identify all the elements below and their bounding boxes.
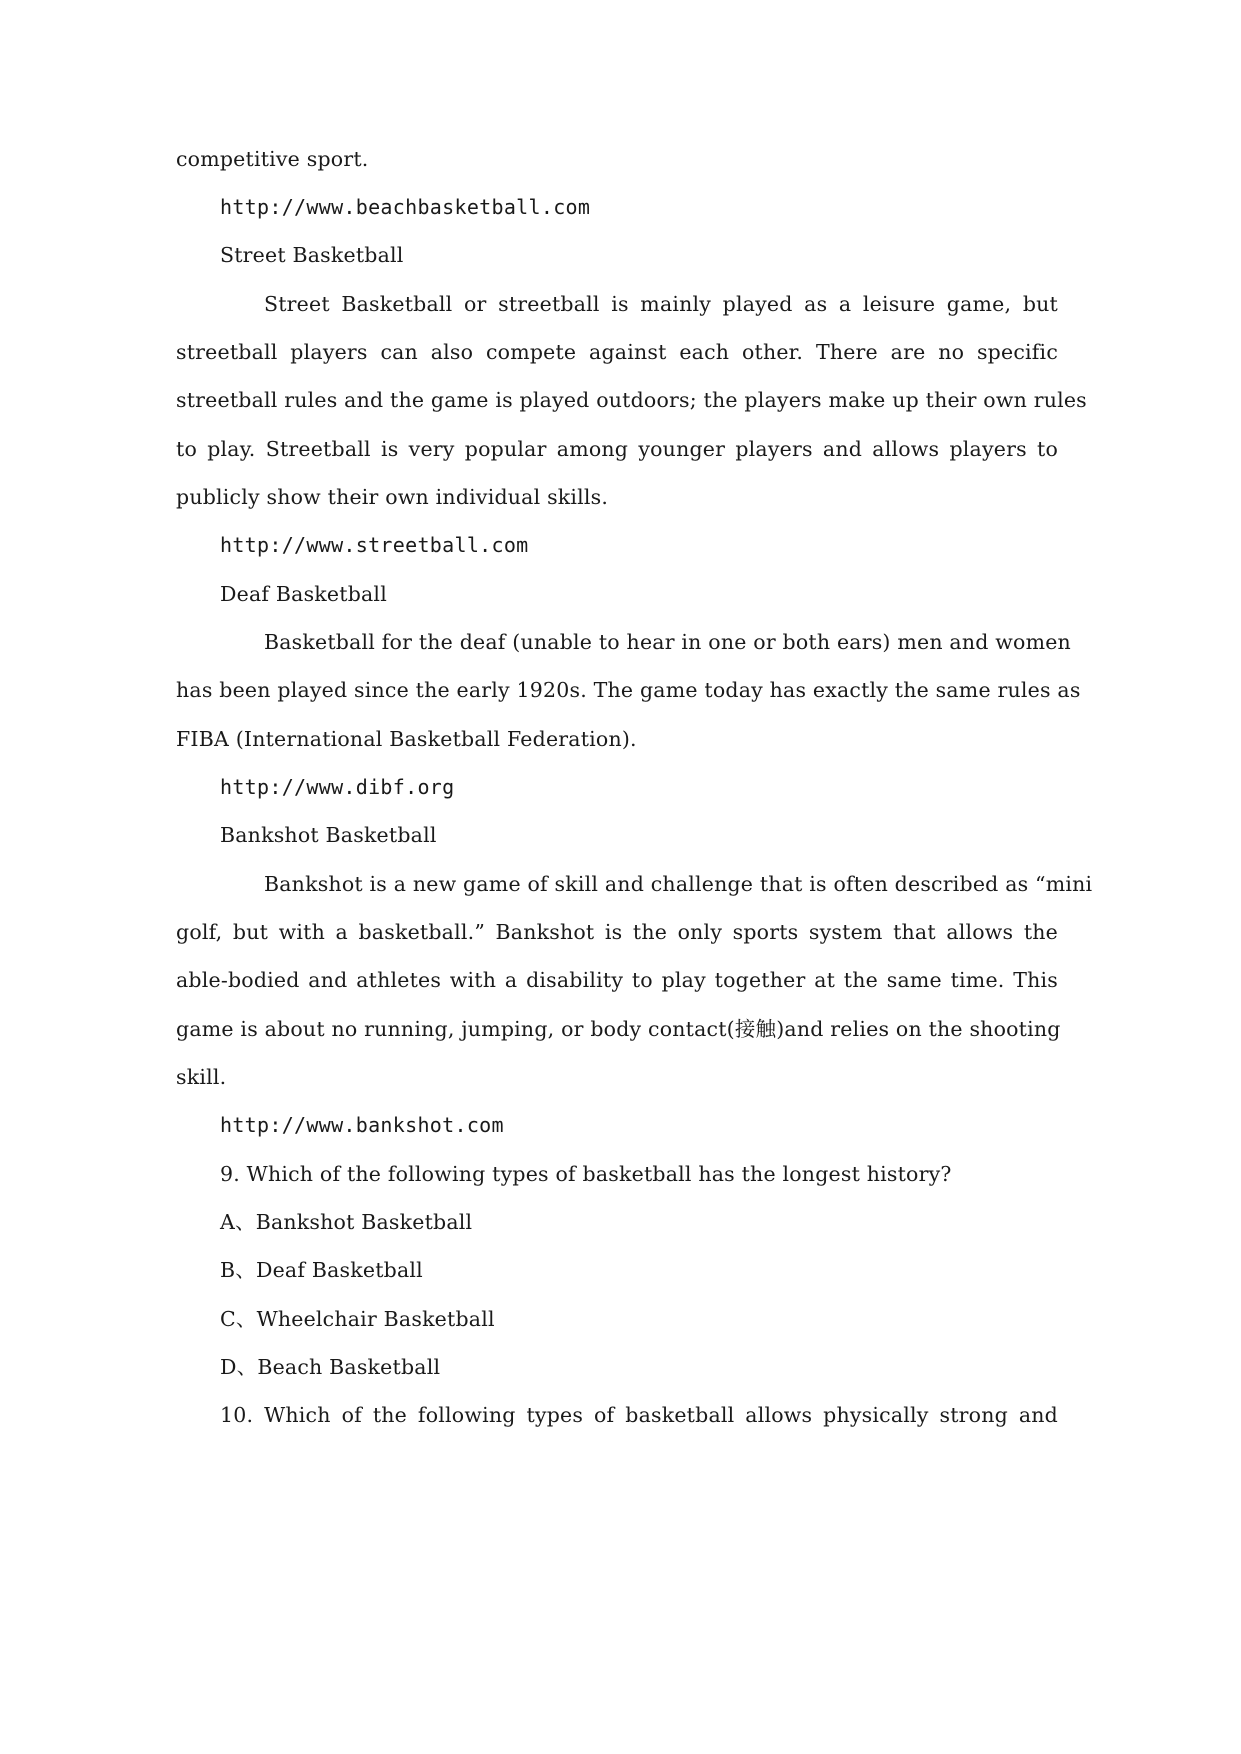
paragraph-line: golf, but with a basketball.” Bankshot is the only sports system that allows the — [176, 920, 1058, 944]
paragraph-line: Basketball for the deaf (unable to hear in one or both ears) men and women — [264, 630, 1071, 654]
paragraph-line: game is about no running, jumping, or body contact(接触)and relies on the shooting — [176, 1017, 1061, 1041]
section-heading-bankshot-basketball: Bankshot Basketball — [220, 823, 437, 847]
section-heading-deaf-basketball: Deaf Basketball — [220, 582, 387, 606]
link-streetball[interactable]: http://www.streetball.com — [220, 533, 529, 557]
paragraph-line: has been played since the early 1920s. The game today has exactly the same rules as — [176, 678, 1081, 702]
question-10: 10. Which of the following types of basketball allows physically strong and — [220, 1403, 1058, 1427]
question-9: 9. Which of the following types of basketball has the longest history? — [220, 1162, 952, 1186]
paragraph-line: to play. Streetball is very popular among younger players and allows players to — [176, 437, 1058, 461]
paragraph-line: publicly show their own individual skills. — [176, 485, 609, 509]
option-a: A、Bankshot Basketball — [220, 1210, 473, 1234]
link-beachbasketball[interactable]: http://www.beachbasketball.com — [220, 195, 591, 219]
paragraph-line: streetball rules and the game is played outdoors; the players make up their own rules — [176, 388, 1087, 412]
option-c: C、Wheelchair Basketball — [220, 1307, 495, 1331]
paragraph-line: Bankshot is a new game of skill and challenge that is often described as “mini — [264, 872, 1093, 896]
paragraph-line: Street Basketball or streetball is mainly played as a leisure game, but — [264, 292, 1058, 316]
link-dibf[interactable]: http://www.dibf.org — [220, 775, 455, 799]
paragraph-line: FIBA (International Basketball Federation). — [176, 727, 637, 751]
paragraph-line: streetball players can also compete against each other. There are no specific — [176, 340, 1058, 364]
paragraph-line: able-bodied and athletes with a disability to play together at the same time. This — [176, 968, 1058, 992]
paragraph-line: competitive sport. — [176, 147, 369, 171]
section-heading-street-basketball: Street Basketball — [220, 243, 404, 267]
option-b: B、Deaf Basketball — [220, 1258, 423, 1282]
paragraph-line: skill. — [176, 1065, 227, 1089]
option-d: D、Beach Basketball — [220, 1355, 441, 1379]
link-bankshot[interactable]: http://www.bankshot.com — [220, 1113, 504, 1137]
